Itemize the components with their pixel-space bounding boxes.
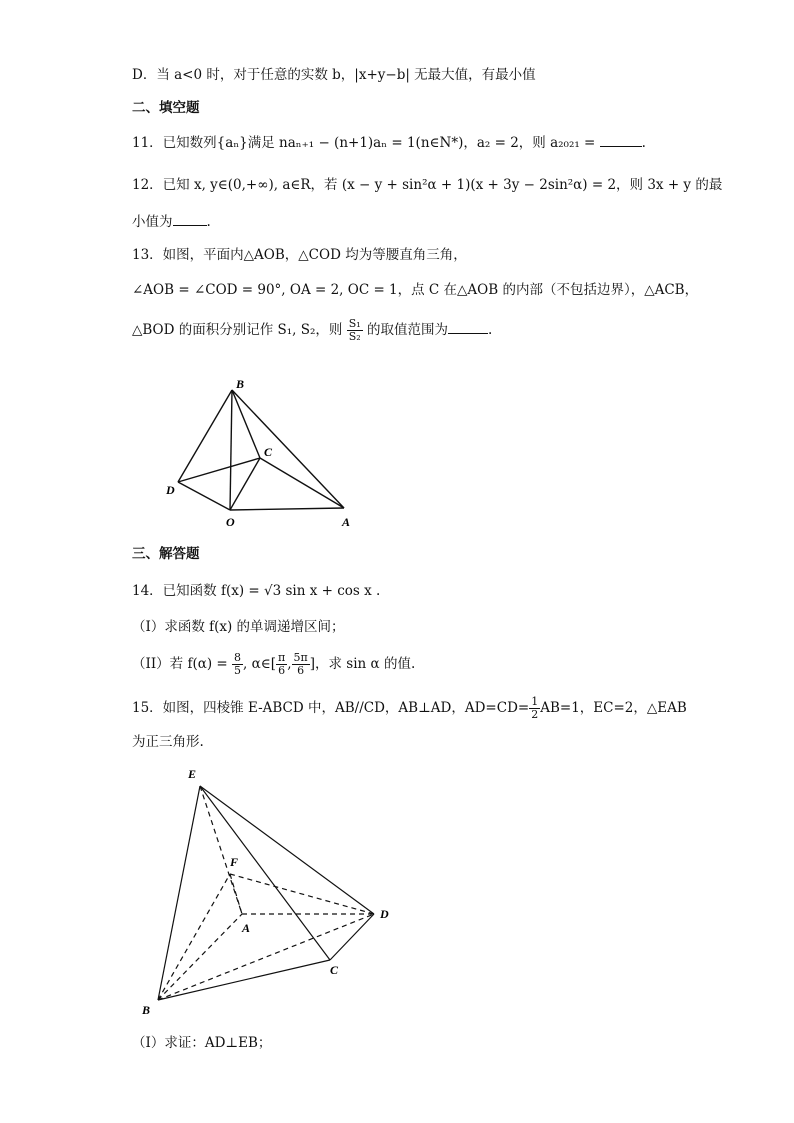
question-15-text-pre: 15．如图，四棱锥 E-ABCD 中，AB//CD，AB⊥AD，AD=CD= (132, 700, 530, 716)
label-b2: B (142, 1003, 151, 1017)
label-o: O (226, 515, 235, 529)
label-d: D (166, 483, 175, 497)
edge-ed (200, 786, 374, 914)
edge-cd (330, 914, 374, 960)
label-a2: A (242, 921, 251, 935)
question-15-part-1: （Ⅰ）求证：AD⊥EB； (132, 1035, 272, 1051)
label-b: B (236, 377, 245, 391)
question-13-text: △BOD 的面积分别记作 S₁, S₂，则 (132, 322, 343, 338)
edge-bc (232, 390, 260, 458)
question-12-dot: . (206, 214, 211, 230)
edge-bd-hidden (158, 914, 374, 1000)
edge-ba (232, 390, 344, 508)
question-11-answer-blank (600, 146, 642, 147)
fraction-5pi-6: $\frac{5\pi}{6}$ (293, 651, 308, 677)
question-14-part-2-pre: （II）若 f(α) = (132, 656, 228, 672)
figure-pyramid-e-abcd (130, 760, 410, 1022)
section-solution-heading: 三、解答题 (132, 546, 200, 562)
edge-eb (158, 786, 200, 1000)
figure-triangles-aob-cod (160, 372, 370, 532)
edge-ec (200, 786, 330, 960)
question-12-line-1: 12．已知 x, y∈(0,+∞), a∈R，若 (x − y + sin²α + 1)(x + 3y − 2sin²α) = 2，则 3x + y 的最 (132, 177, 723, 193)
fraction-8-5: $\frac{8}{5}$ (234, 651, 242, 677)
question-13-line-1: 13．如图，平面内△AOB，△COD 均为等腰直角三角， (132, 247, 467, 263)
question-13-answer-blank (448, 333, 488, 334)
question-13-text-post: 的取值范围为 (366, 322, 448, 338)
label-c2: C (330, 963, 339, 977)
question-14-part-2-post: ]，求 sin α 的值. (309, 656, 416, 672)
question-11-text: 11．已知数列{aₙ}满足 naₙ₊₁ − (n+1)aₙ = 1(n∈N*)，a₂ = 2，则 a₂₀₂₁ = (132, 135, 596, 151)
question-15-line-2: 为正三角形. (132, 734, 204, 750)
section-fill-in-heading: 二、填空题 (132, 100, 200, 116)
question-12-text: 小值为 (132, 214, 173, 230)
question-13-line-3 (132, 318, 492, 343)
label-d2: D (380, 907, 389, 921)
label-c: C (264, 445, 273, 459)
question-14-part-1: （I）求函数 f(x) 的单调递增区间； (132, 619, 345, 635)
question-11-dot: . (641, 135, 646, 151)
question-11 (132, 134, 646, 152)
question-13-dot: . (487, 322, 493, 338)
area-ratio-fraction: $\frac{\text{S₁}}{\text{S₂}}$ (348, 317, 361, 343)
question-12-line-2 (132, 213, 211, 231)
edge-do (178, 482, 230, 510)
fraction-1-2: $\frac{1}{2}$ (531, 695, 539, 721)
edge-oa (230, 508, 344, 510)
question-14-part-2-mid: , α∈[ (243, 656, 276, 672)
option-d-text: D．当 a<0 时，对于任意的实数 b，|x+y−b| 无最大值，有最小值 (132, 67, 536, 83)
edge-ca (260, 458, 344, 508)
edge-fd-hidden (230, 874, 374, 914)
fraction-pi-6: $\frac{\pi}{6}$ (277, 651, 286, 677)
question-14-part-2 (132, 652, 415, 677)
label-e: E (188, 767, 197, 781)
edge-bf-hidden (158, 874, 230, 1000)
question-14: 14．已知函数 f(x) = √3 sin x + cos x . (132, 583, 381, 599)
edge-bo (230, 390, 232, 510)
question-13-line-2: ∠AOB = ∠COD = 90°, OA = 2, OC = 1，点 C 在△AOB 的内部（不包括边界），△ACB， (132, 282, 699, 298)
label-f: F (230, 855, 239, 869)
question-15-line-1 (132, 696, 687, 721)
label-a: A (342, 515, 351, 529)
question-12-answer-blank (173, 225, 207, 226)
question-14-part-2-comma: , (287, 656, 292, 672)
question-15-text-post: AB=1，EC=2，△EAB (540, 700, 687, 716)
